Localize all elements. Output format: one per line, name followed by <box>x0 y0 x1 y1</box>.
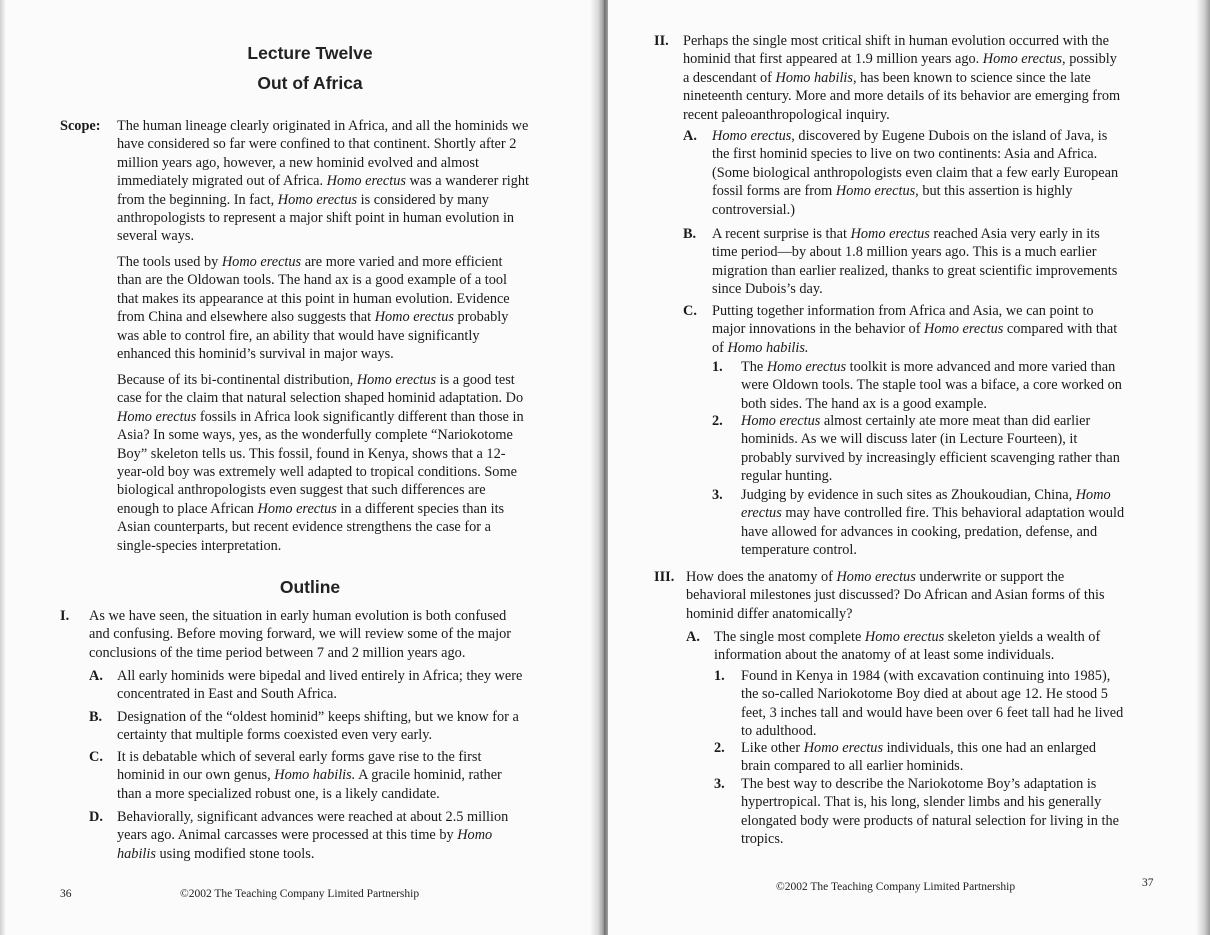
sub-C-1-label: 1. <box>712 359 723 375</box>
item-A-text <box>117 667 522 704</box>
text-line: Asia? In some ways, yes, as the wonderfully complete “Nariokotome <box>117 427 513 444</box>
text-line: temperature control. <box>741 542 857 559</box>
text-line: hominids. As we will discuss later (in Lecture Fourteen), it <box>741 431 1078 448</box>
text-line: biological anthropologists even suggest that such differences are <box>117 482 486 499</box>
item-A-label: A. <box>89 668 103 684</box>
text-line: Behaviorally, significant advances were reached at about 2.5 million <box>117 809 509 825</box>
scope-paragraph-3 <box>117 371 524 555</box>
text-line: from the beginning. In fact, Homo erectus is considered by many <box>117 191 489 208</box>
text-line: Perhaps the single most critical shift in human evolution occurred with the <box>683 33 1110 49</box>
text-line: several ways. <box>117 228 195 245</box>
section-III-label: III. <box>654 569 675 585</box>
sub-III-A-3-label: 3. <box>714 776 725 792</box>
outline-heading: Outline <box>279 577 341 597</box>
text-line: Like other Homo erectus individuals, this one had an enlarged <box>741 740 1096 756</box>
text-line: years ago. Animal carcasses were processed at this time by Homo <box>117 827 493 844</box>
item-C-text <box>117 748 502 803</box>
right-page-edge <box>1196 0 1210 935</box>
text-line: The human lineage clearly originated in Africa, and all the hominids we <box>117 118 529 134</box>
text-line: All early hominids were bipedal and lived entirely in Africa; they were <box>117 668 523 684</box>
text-line: hominid in our own genus, Homo habilis. A gracile hominid, rather <box>117 767 502 784</box>
sub-III-A-1-label: 1. <box>714 668 725 684</box>
text-line: recent paleoanthropological inquiry. <box>683 106 890 123</box>
section-II-text <box>683 32 1120 124</box>
text-line: enhanced this hominid’s survival in major ways. <box>117 346 394 363</box>
text-line: conclusions of the time period between 7 and 2 million years ago. <box>89 644 466 661</box>
item-B-text <box>117 708 519 745</box>
footer-left: ©2002 The Teaching Company Limited Partnership <box>180 888 420 900</box>
right-page <box>608 0 1210 935</box>
text-line: to adulthood. <box>741 723 817 740</box>
item-C-label: C. <box>89 749 103 765</box>
text-line: hominid differ anatomically? <box>686 605 853 622</box>
text-line: The Homo erectus toolkit is more advanced and more varied than <box>741 359 1116 375</box>
page-number-right: 37 <box>1142 877 1154 889</box>
text-line: since Dubois’s day. <box>712 281 823 298</box>
item-II-B-label: B. <box>683 226 697 242</box>
text-line: than are the Oldowan tools. The hand ax is a good example of a tool <box>117 272 508 289</box>
sub-C-2-label: 2. <box>712 413 723 429</box>
text-line: immediately migrated out of Africa. Homo erectus was a wanderer right <box>117 173 529 190</box>
text-line: Boy” skeleton tells us. This fossil, found in Kenya, shows that a 12- <box>117 445 506 462</box>
left-page <box>0 0 600 935</box>
text-line: The single most complete Homo erectus skeleton yields a wealth of <box>714 629 1101 645</box>
page-number-left: 36 <box>60 888 72 900</box>
text-line: major innovations in the behavior of Homo erectus compared with that <box>712 321 1118 338</box>
section-I-label: I. <box>60 608 70 624</box>
text-line: information about the anatomy of at least some individuals. <box>714 647 1055 664</box>
text-line: than a more specialized robust one, is a likely candidate. <box>117 785 440 802</box>
text-line: fossil forms are from Homo erectus, but this assertion is highly <box>712 183 1073 200</box>
text-line: the first hominid species to live on two continents: Asia and Africa. <box>712 146 1098 163</box>
text-line: single-species interpretation. <box>117 537 282 554</box>
text-line: hominid that first appeared at 1.9 million years ago. Homo erectus, possibly <box>683 51 1117 68</box>
text-line: Found in Kenya in 1984 (with excavation continuing into 1985), <box>741 668 1111 684</box>
text-line: Asian counterparts, but recent evidence strengthens the case for a <box>117 519 491 536</box>
text-line: Designation of the “oldest hominid” keeps shifting, but we know for a <box>117 709 519 725</box>
text-line: case for the claim that natural selection shaped hominid adaptation. Do <box>117 390 524 407</box>
text-line: regular hunting. <box>741 468 833 485</box>
item-II-C-text <box>712 302 1117 357</box>
text-line: The tools used by Homo erectus are more varied and more efficient <box>117 254 503 270</box>
scope-label: Scope: <box>60 118 101 134</box>
text-line: certainty that multiple forms coexisted even very early. <box>117 727 433 744</box>
item-II-B-text <box>712 225 1117 299</box>
item-B-label: B. <box>89 709 103 725</box>
item-D-text <box>117 808 508 863</box>
item-D-label: D. <box>89 809 103 825</box>
sub-C-1-text <box>741 358 1122 413</box>
text-line: year-old boy was extremely well adapted to tropical conditions. Some <box>117 464 517 481</box>
item-II-C-label: C. <box>683 303 697 319</box>
text-line: behavioral milestones just discussed? Do African and Asian forms of this <box>686 587 1105 604</box>
sub-C-3-text <box>741 486 1124 560</box>
item-II-A-text <box>712 127 1118 219</box>
text-line: have considered so far were confined to that continent. Shortly after 2 <box>117 136 517 153</box>
text-line: (Some biological anthropologists even claim that a few early European <box>712 164 1119 181</box>
section-II-label: II. <box>654 33 669 49</box>
text-line: the so-called Nariokotome Boy died at about age 12. He stood 5 <box>741 686 1108 703</box>
text-line: concentrated in East and South Africa. <box>117 686 337 703</box>
text-line: erectus may have controlled fire. This behavioral adaptation would <box>741 505 1125 522</box>
text-line: Judging by evidence in such sites as Zhoukoudian, China, Homo <box>741 487 1111 503</box>
text-line: How does the anatomy of Homo erectus underwrite or support the <box>686 569 1065 585</box>
text-line: A recent surprise is that Homo erectus reached Asia very early in its <box>712 226 1100 242</box>
text-line: tropics. <box>741 831 784 848</box>
text-line: that makes its appearance at this point in human evolution. Evidence <box>117 290 510 307</box>
text-line: As we have seen, the situation in early human evolution is both confused <box>89 608 507 624</box>
sub-C-3-label: 3. <box>712 487 723 503</box>
text-line: have allowed for advances in cooking, predation, defense, and <box>741 523 1098 540</box>
text-line: enough to place African Homo erectus in a different species than its <box>117 500 505 517</box>
text-line: anthropologists to represent a major shift point in human evolution in <box>117 210 515 227</box>
text-line: Putting together information from Africa and Asia, we can point to <box>712 303 1094 319</box>
lecture-subtitle: Out of Africa <box>257 73 363 93</box>
item-III-A-label: A. <box>686 629 700 645</box>
text-line: migration than earlier realized, thanks to great scientific improvements <box>712 262 1118 279</box>
scope-paragraph-1 <box>117 117 529 246</box>
text-line: Because of its bi-continental distribution, Homo erectus is a good test <box>117 372 515 388</box>
item-III-A-text <box>714 628 1100 665</box>
text-line: time period—by about 1.8 million years ago. This is a much earlier <box>712 244 1097 261</box>
text-line: and confusing. Before moving forward, we will review some of the major <box>89 626 512 643</box>
text-line: The best way to describe the Nariokotome Boy’s adaptation is <box>741 776 1097 792</box>
item-II-A-label: A. <box>683 128 697 144</box>
sub-C-2-text <box>741 412 1120 486</box>
sub-III-A-1-text <box>741 667 1123 741</box>
text-line: It is debatable which of several early forms gave rise to the first <box>117 749 482 765</box>
lecture-title: Lecture Twelve <box>247 43 373 63</box>
text-line: of Homo habilis. <box>712 339 809 356</box>
text-line: from China and elsewhere also suggests that Homo erectus probably <box>117 309 509 326</box>
text-line: elongated body were products of natural selection for living in the <box>741 812 1119 829</box>
footer-right: ©2002 The Teaching Company Limited Partnership <box>776 881 1016 893</box>
text-line: both sides. The hand ax is a good example. <box>741 395 987 412</box>
text-line: Homo erectus almost certainly ate more meat than did earlier <box>741 413 1091 429</box>
scope-paragraph-2 <box>117 253 510 363</box>
text-line: were Oldown tools. The staple tool was a biface, a core worked on <box>741 377 1122 394</box>
text-line: was able to control fire, an ability that would have significantly <box>117 327 480 344</box>
text-line: Homo erectus, discovered by Eugene Dubois on the island of Java, is <box>712 128 1108 144</box>
section-I-text <box>89 607 511 662</box>
sub-III-A-2-label: 2. <box>714 740 725 756</box>
text-line: nineteenth century. More and more details of its behavior are emerging from <box>683 88 1121 105</box>
text-line: Homo erectus fossils in Africa look significantly different than those in <box>117 408 524 425</box>
text-line: controversial.) <box>712 201 795 218</box>
text-line: a descendant of Homo habilis, has been known to science since the late <box>683 69 1091 86</box>
text-line: million years ago, however, a new hominid evolved and almost <box>117 154 479 171</box>
sub-III-A-2-text <box>741 739 1096 776</box>
text-line: probably survived by increasingly efficient scavenging rather than <box>741 449 1120 466</box>
text-line: feet, 3 inches tall and would have been over 6 feet tall had he lived <box>741 704 1124 721</box>
section-III-text <box>686 568 1105 623</box>
text-line: brain compared to all earlier hominids. <box>741 758 964 775</box>
text-line: hypertropical. That is, his long, slender limbs and his generally <box>741 794 1102 811</box>
text-line: habilis using modified stone tools. <box>117 845 315 862</box>
left-page-edge <box>0 0 6 935</box>
sub-III-A-3-text <box>741 775 1119 849</box>
